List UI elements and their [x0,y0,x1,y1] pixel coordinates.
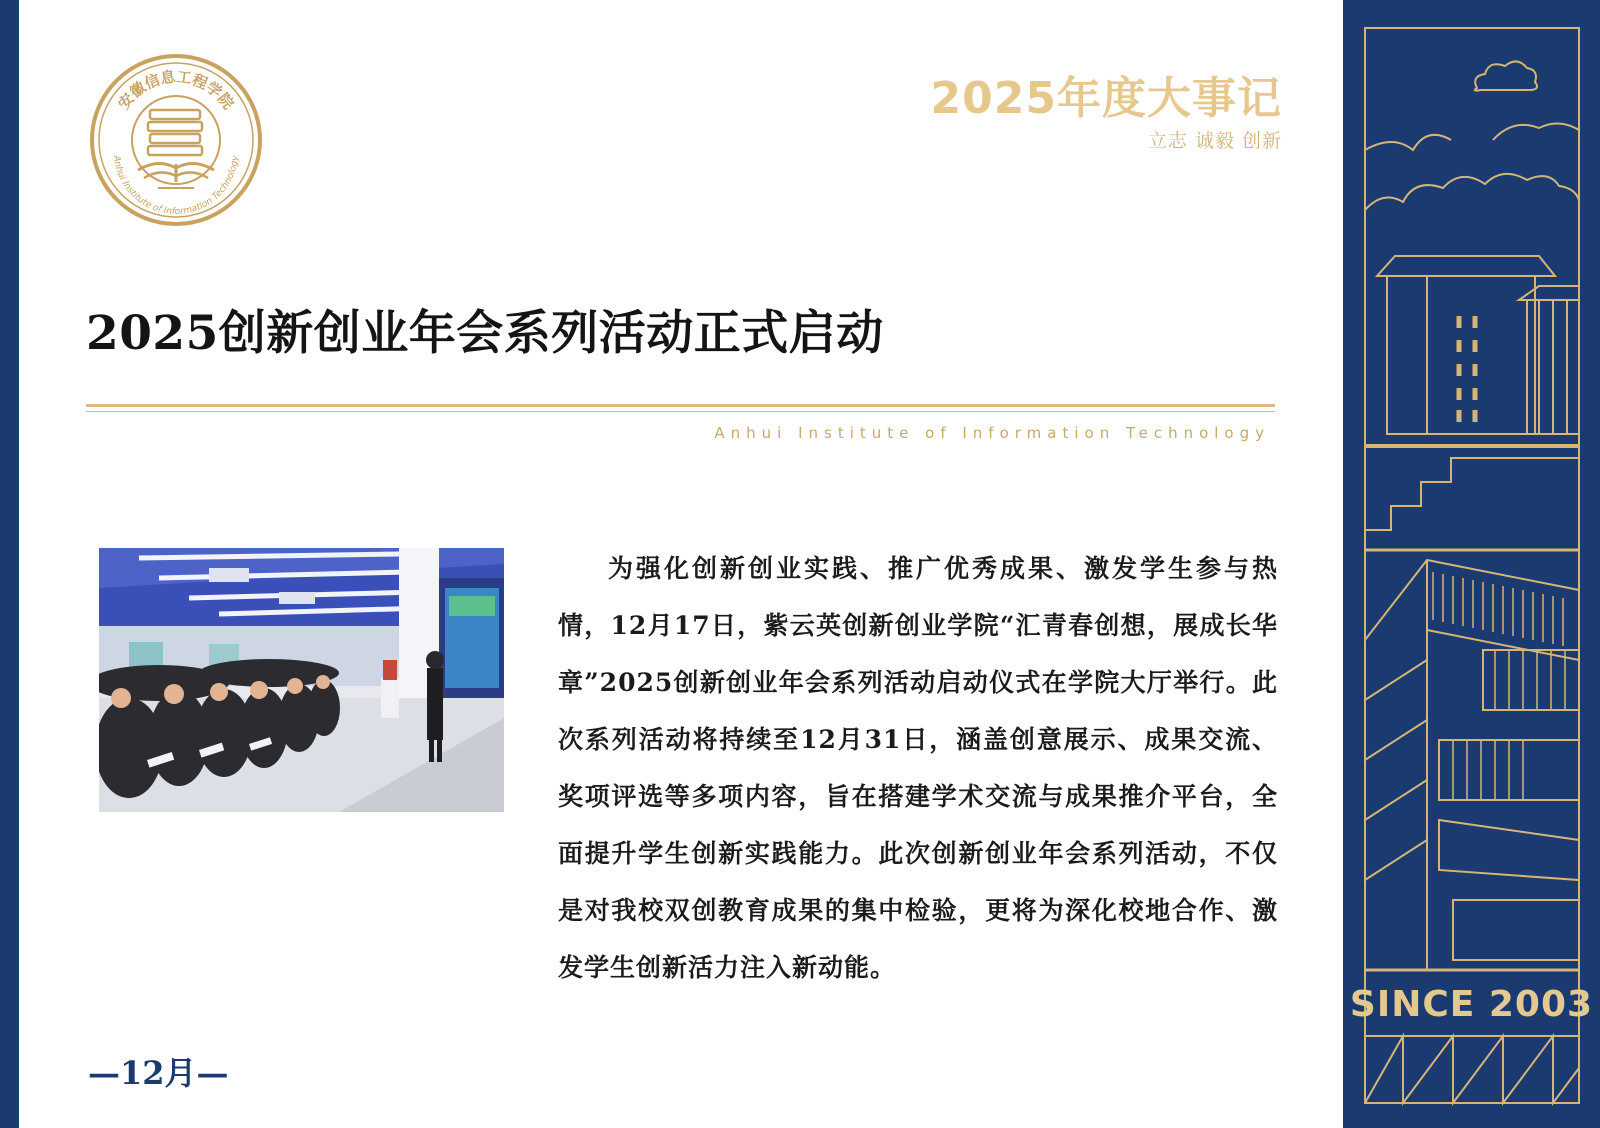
title-divider [86,404,1275,407]
side-decoration-panel [1343,0,1600,1128]
campus-building-illustration [1343,0,1600,1128]
yearbook-title: 2025年度大事记 [930,73,1282,124]
event-photo [99,548,504,812]
institute-english-name: Anhui Institute of Information Technology [714,424,1270,442]
school-motto: 立志 诚毅 创新 [1147,130,1282,152]
svg-text:安徽信息工程学院: 安徽信息工程学院 [114,67,238,113]
article-body: 为强化创新创业实践、推广优秀成果、激发学生参与热情，12月17日，紫云英创新创业学院“汇青春创想，展成长华章”2025创新创业年会系列活动启动仪式在学院大厅举行。此次系列活动将持续至12月31日，涵盖创意展示、成果交流、奖项评选等多项内容，旨在搭建学术交流与成果推介平台，全面提升学生创新实践能力。此次创新创业年会系列活动，不仅是对我校双创教育成果的集中检验，更将为深化校地合作、激发学生创新活力注入新动能。 [558,554,1278,982]
left-border-bar [0,0,19,1128]
title-divider-thin [86,411,1275,412]
svg-text:Anhui Institute of Information: Anhui Institute of Information Technology [111,154,241,218]
article-title: 2025创新创业年会系列活动正式启动 [86,306,884,361]
since-year-label: SINCE 2003 [1349,984,1594,1025]
month-label: —12月— [88,1054,229,1092]
college-seal-logo [88,52,264,228]
